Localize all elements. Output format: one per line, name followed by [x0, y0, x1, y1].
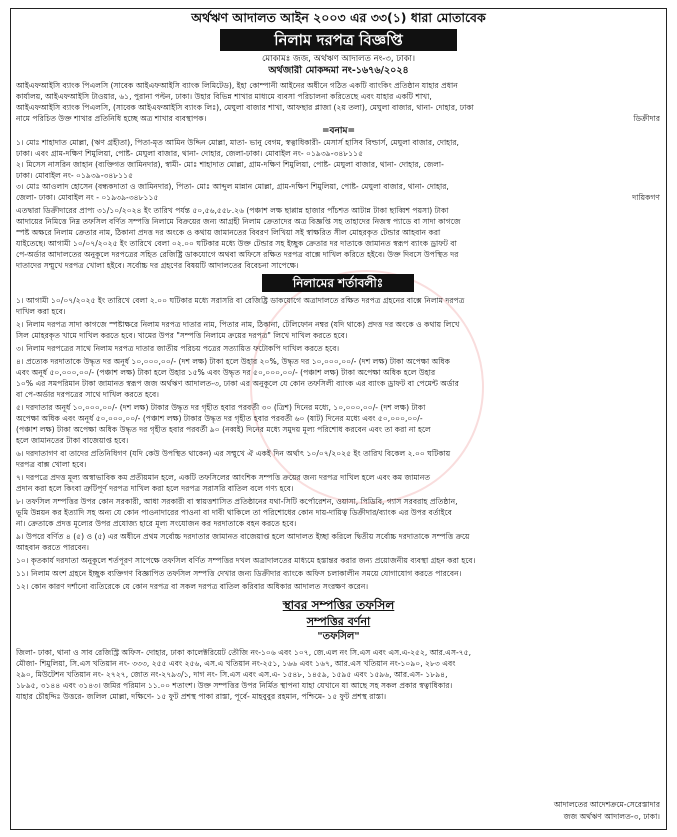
schedule-line: যাহার চৌহদ্দিঃ উত্তরে- জলিল মোল্লা, দক্ষিণে- ১৫ ফুট প্রশস্থ পাকা রাস্তা, পূর্বে- মাহবুবুর রহমান, পশ্চিমে- ১৫ ফুট প্রশস্থ রাস্তা।	[16, 692, 387, 701]
conditions-title: নিলামের শর্তাবলীঃ	[262, 274, 414, 292]
intro-line: আইএফআইসি ব্যাংক পিএলসি, (সাবেক আইএফআইসি ব্যাংক লিঃ), মেঘুলা বাজার শাখা, আফছার প্লাজা (২য় তলা), মেঘুলা বাজার, থানা- দোহার, ঢাকা	[16, 103, 474, 112]
signature-line: আদালতের আদেশক্রমে-সেরেস্তাদার	[553, 800, 660, 809]
condition-line: এবং অনূর্ধ ৫০,০০০,০০/- (পঞ্চাশ লক্ষ) টাকা হলে উহার ১৫% এবং উদ্ধৃত দর ৫০,০০০,০০/- (পঞ্চাশ লক্ষ) টাকা অপেক্ষা অধিক হলে উহার	[16, 368, 436, 377]
condition-line: ৭। দরপত্রে প্রদত্ত মূল্য অস্বাভাবিক কম প্রতীয়মান হলে, একটি তফসিলের আংশিক সম্পত্তি ক্রয়ের জন্য দরপত্র দাখিল হলে এবং কম জামানত	[16, 473, 431, 482]
body-line: এতদ্বারা ডিক্রীদারের প্রাপ্য ৩১/১০/২০২৪ ইং তারিখ পর্যন্ত ৫০,৫৬,৫৫৮.২৬ (পঞ্চাশ লক্ষ ছাপ্পান্ন হাজার পাঁচশত আটান্ন টাকা ছাব্বিশ পয়সা) টাকা	[16, 206, 449, 215]
condition-line: ৯। উপরে বর্ণিত ৪ (৫) ও (৫) এর অধীনে প্রথম সর্বোচ্চ দরদাতার জামানত বাজেয়াপ্ত হলে আদালত ইচ্ছা করিলে দ্বিতীয় সর্বোচ্চ দরদাতাকে সম্পত্তি ক্রয়ে	[16, 532, 470, 541]
act-line: অর্থঋণ আদালত আইন ২০০৩ এর ৩৩(১) ধারা মোতাবেক	[191, 10, 486, 25]
condition-line: ১০% এর সমপরিমান টাকা জামানত স্বরূপ জজ অর্থঋণ আদালত-৩, ঢাকা এর অনুকূলে যে কোন তফসিলী ব্যাংক এর ব্যাংক ড্রাফট বা পেমেন্ট অর্ডার	[16, 379, 459, 388]
schedule-title: স্থাবর সম্পত্তির তফসিল	[282, 598, 395, 612]
schedule-line: ১৮৯৫, ৩১৪৪ এবং ৩১৪৩। জমির পরিমান ১১.০০ শতাংশ। উক্ত সম্পত্তির উপর নির্মিত স্থাপনা যাহা যেখানে যা আছে সহ সকল প্রকার স্বত্বাধিকার।	[16, 681, 453, 690]
condition-line: ১। আগামী ১০/০৭/২০২৫ ইং তারিখে বেলা ২.০০ ঘটিকার মধ্যে সরাসরি বা রেজিষ্ট্রি ডাকযোগে অত্রাদালতে রক্ষিত দরপত্র গ্রহনের বাক্সে নিলাম দরপত্র	[16, 296, 465, 305]
condition-line: প্রদান করা হলে কিংবা ত্রুটিপূর্ণ দরপত্র দাখিল করা হলে দরপত্র সরাসরি বাতিল বলে গণ্য হবে।	[16, 484, 294, 493]
debtor-line: জেলা- ঢাকা। মোবাইল নং - ০১৯৩৯-৩৪৮১১৫	[16, 193, 159, 202]
intro-line: নামে পরিচিত উক্ত শাখার প্রতিনিধি হচ্ছে অত্র শাখার ব্যবস্থাপক।	[16, 114, 207, 123]
debtor-line: ৩। মোঃ আওলাদ হোসেন (বন্ধকদাতা ও জামিনদার), পিতা- মোঃ আব্দুল মান্নান মোল্লা, গ্রাম-দক্ষিণ শিমুলিয়া, পোষ্ট- মেঘুলা বাজার, থানা- দোহার,	[16, 182, 449, 191]
condition-line: হলে জামানতের টাকা বাজেয়াপ্ত হবে।	[16, 436, 129, 445]
condition-line: ৩। নিলাম দরপত্রের সাথে নিলাম দরপত্র দাতার জাতীয় পরিচয় পত্রের সত্যায়িত ফটোকপি দাখিল করতে হবে।	[16, 344, 340, 353]
schedule-line: জিলা- ঢাকা, থানা ও সাব রেজিস্ট্রি অফিস- দোহার, ঢাকা কালেক্টরিয়েট তৌজি নং-১০৬ এবং ১০৭, জে.এল নং সি.এস এবং এস.এ-২৫২, আর.এস-৭৫,	[16, 648, 471, 657]
condition-line: না। ক্রেতাকে প্রদত্ত মূল্যের উপর প্রযোজ্য হারে মূল্য সংযোজন কর দরদাতাকে বহন করতে হবে।	[16, 519, 297, 528]
condition-line: সিল মোহরকৃত খামে দাখিল করতে হবে। খামের উপর "সম্পত্তি নিলামে ক্রয়ের দরপত্র" লিখে দাখিল করতে হবে।	[16, 331, 348, 340]
body-line: যাইতেছে। আগামী ১০/০৭/২০২৫ ইং তারিখে বেলা ০২.০০ ঘটিকার মধ্যে উক্ত টেন্ডার সহ ইচ্ছুক ক্রেতার দর দাতাকে জামানত স্বরূপ ব্যাংক ড্রাফট বা	[16, 239, 457, 248]
body-line: স্পষ্ট অক্ষরে নিলাম ক্রেতার নাম, ঠিকানা প্রদত্ত দর অংকে ও কথায় জামানতের বিবরণ লিখিয়া সই স্বাক্ষরিত সীল মোহরকৃত টেন্ডার আহবান করা	[16, 228, 441, 237]
condition-line: ৪। প্রত্যেক দরদাতাকে উদ্ধৃত দর অনূর্ধ ১০,০০০,০০/- (দশ লক্ষ) টাকা হলে উহার ২০%, উদ্ধৃত দর ১০,০০০,০০/- (দশ লক্ষ) টাকা অপেক্ষা অধিক	[16, 357, 450, 366]
decree-holder-label: ডিক্রীদার	[633, 114, 660, 123]
debtor-line: ঢাকা। এবং গ্রাম-দক্ষিণ শিমুলিয়া, পোষ্ট- মেঘুলা বাজার, থানা- দোহার, জেলা-ঢাকা। মোবাইল নং- ০১৯৩৯-৩৪৮১১৫	[16, 149, 364, 158]
condition-line: বা পে-অর্ডার দরপত্রের সাথে দাখিল করতে হবে।	[16, 390, 159, 399]
condition-line: ১০। কৃতকার্য দরদাতা অনুকূলে শর্তপূরণ সাপেক্ষে তফসিল বর্ণিত সম্পত্তির দখল অত্রাদালতের মাধ্যমে হস্তান্তর করার জন্য প্রয়োজনীয় ব্যবস্থা গ্রহন করা হবে।	[16, 556, 476, 565]
schedule-line: মৌজা- শিমুলিয়া, সি.এস খতিয়ান নং- ৩৩৩, ২৫৫ এবং ২৫৬, এস.এ খতিয়ান নং-২৫১, ১৬৬ এবং ১৬৭, আর.এস খতিয়ান নং-১০৯০, ২৮৩ এবং	[16, 659, 456, 668]
debtor-line: ঢাকা। মোবাইল নং- ০১৯৩৯-৩৪৮১১৫	[16, 171, 134, 180]
notice-title: নিলাম দরপত্র বিজ্ঞপ্তি	[220, 29, 457, 51]
intro-line: কার্যালয়, আইএফআইসি টাওয়ার, ৬১, পুরানা পল্টন, ঢাকা। উহার বিভিন্ন শাখার মাধ্যমে ব্যবসা পরিচালনা করিতেছে এবং যাহার একটি শাখা,	[16, 92, 432, 101]
judgment-debtor-label: দায়িকগণ	[632, 193, 660, 202]
condition-line: ৮। তফসিল সম্পত্তির উপর কোন সরকারী, আধা সরকারী বা স্বায়ত্তশাসিত প্রতিষ্ঠানের যথা-সিটি কর্পোরেশন, ওয়াসা, পিডিবি, গ্যাস সরবরাহ প্রতিষ্ঠান,	[16, 497, 458, 506]
body-line: পে-অর্ডার আদালতের অনুকূলে দরপত্রের সহিত রেজিষ্ট্রি ডাকযোগে অথবা অফিসে রক্ষিত দরপত্র বাক্সে দাখিল করিতে হইবে। উক্ত দিবসে উপস্থিত দর	[16, 250, 459, 259]
intro-line: আইএফআইসি ব্যাংক পিএলসি (সাবেক আইএফআইসি ব্যাংক লিমিটেড), ইহা কোম্পানী আইনের অধীনে গঠিত একটি ব্যাংকিং প্রতিষ্ঠান যাহার প্রধান	[16, 81, 458, 90]
schedule-subtitle: সম্পত্তির বর্ণনা	[306, 615, 371, 628]
condition-line: দাখিল করা হবে।	[16, 307, 66, 316]
debtor-line: ২। মিসেস নাসরিন জাহান (ব্যক্তিগত জামিনদার), স্বামী- মোঃ শাহাদাত মোল্লা, গ্রাম-দক্ষিণ শিমুলিয়া, পোষ্ট- মেঘুলা বাজার, থানা- দোহার, জেলা-	[16, 160, 444, 169]
condition-line: অপেক্ষা অধিক এবং অনূর্ধ ৫০,০০০,০০/- (পঞ্চাশ লক্ষ) টাকার উদ্ধৃত দর গৃহীত হবার পরবর্তী ৬০ (ষাট) দিনের মধ্যে এবং ৫০,০০০,০০/-	[16, 414, 423, 423]
condition-line: ৬। দরদাতাগণ বা তাদের প্রতিনিধিগণ (যদি কেউ উপস্থিত থাকেন) এর সম্মুখে ঐ একই দিন অর্থাৎ ১০/০৭/২০২৫ ইং তারিখ বিকেল ২.০০ ঘটিকায়	[16, 449, 451, 458]
condition-line: ৫। দরদাতার অনূর্ধ ১০,০০০,০০/- (দশ লক্ষ) টাকার উদ্ধৃত দর গৃহীত হবার পরবর্তী ৩০ (ত্রিশ) দিনের মধ্যে, ১০,০০০,০০/- (দশ লক্ষ) টাকা	[16, 403, 426, 412]
debtor-line: ১। মোঃ শাহাদাত মোল্লা, (ঋণ গ্রহীতা), পিতা-মৃত আমিন উদ্দিন মোল্লা, মাতা- ভানু বেগম, স্বত্বাধিকারী- মেসার্স হাসিব বিল্ডার্স, মেঘুলা বাজার, দোহার,	[16, 138, 459, 147]
condition-line: দরপত্র বাক্স খোলা হবে।	[16, 460, 87, 469]
condition-line: ১২। কোন কারণ দর্শানো ব্যতিরেকে যে কোন দরপত্র বা সকল দরপত্র বাতিল করিবার অধিকার আদালত সংরক্ষণ করেন।	[16, 582, 369, 591]
condition-line: (পঞ্চাশ লক্ষ) টাকা অপেক্ষা অধিক উদ্ধৃত দর গৃহীত হবার পরবর্তী ৯০ (নব্বই) দিনের মধ্যে সমুদয় মূল্য পরিশোধ করবেন এবং তা করা না হলে	[16, 425, 431, 434]
condition-line: ভূমি উন্নয়ন কর ইত্যাদি সহ অন্য যে কোন পাওনাদারের পাওনা বা দাবী থাকিলে তা পরিশোধের কোন দায়-দায়িত্ব ডিক্রীদার/ব্যাংক এর উপর বর্তাইবে	[16, 508, 452, 517]
schedule-label: "তফসিল"	[317, 631, 360, 642]
court-line: মোকামঃ জজ, অর্থঋণ আদালত নং-৩, ঢাকা।	[261, 54, 416, 64]
case-number: অর্থজারী মোকদ্দমা নং-১৬৭৬/২০২৪	[268, 65, 409, 76]
versus-label: =বনাম=	[321, 126, 356, 136]
body-line: দাতাদের সম্মুখে দরপত্র খোলা হইবে। সর্বোচ্চ দর গ্রহণের বিষয়টি আদালতের বিবেচনা সাপেক্ষে।	[16, 261, 299, 270]
condition-line: আহবান করতে পারবেন।	[16, 543, 89, 552]
condition-line: ১১। নিলাম অংশ গ্রহনে ইচ্ছুক ব্যক্তিগণ বিজ্ঞাপিত তফসিল সম্পত্তি দেখার জন্য ডিক্রীদার ব্যাংকে অফিস চলাকালীন সময়ে যোগাযোগ করতে পারবেন।	[16, 569, 462, 578]
signature-line: জজ অর্থঋণ আদালত-৩, ঢাকা।	[563, 812, 660, 821]
condition-line: ২। নিলাম দরপত্র সাদা কাগজে স্পষ্টাক্ষরে নিলাম দরপত্র দাতার নাম, পিতার নাম, ঠিকানা, টেলিফোন নম্বর (যদি থাকে) প্রদত্ত দর অংকে ও কথায় লিখে	[16, 320, 460, 329]
schedule-line: ২৯০, মিউটেশন খতিয়ান নং- ২৭২৭, জোত নং-২৭৯৩/১, দাগ নং- সি.এস এবং এস.এ- ১৫৪৮, ১৪৫৯, ১৫৯৫ এবং ১৫৯৬, আর.এস- ১৮৯৪,	[16, 670, 448, 679]
body-line: আদায়ের নিমিত্তে নিম্ন তফসিল বর্ণিত সম্পত্তি নিলামে বিক্রয়ের জন্য আগ্রহী নিলাম ক্রেতাদের অত্র বিজ্ঞপ্তি সহ তাহাদের নিজস্ব প্যাডে বা সাদা কাগজে	[16, 217, 461, 226]
